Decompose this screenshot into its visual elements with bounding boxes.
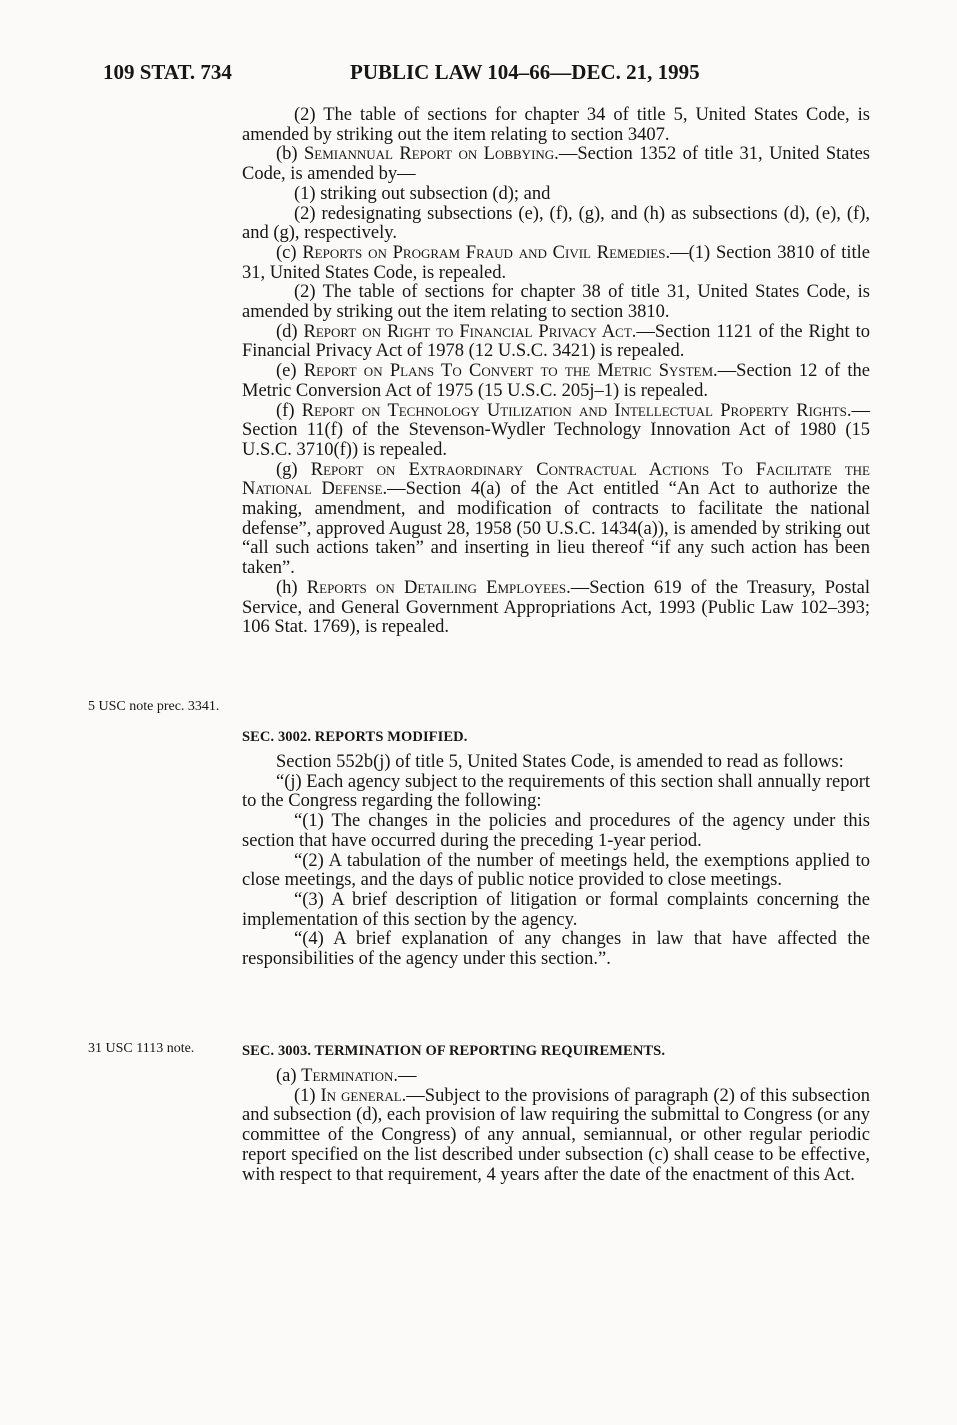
section-3003-paragraph-1-heading: In general. (320, 1085, 407, 1106)
subsection-b-heading: Semiannual Report on Lobbying. (303, 144, 559, 165)
section-3002-item-3: “(3) A brief description of litigation or formal complaints concerning the implementation of this section by the agency. (242, 889, 870, 930)
section-3002-body (242, 753, 870, 970)
subsection-d: (d) Report on Right to Financial Privacy Act.—Section 1121 of the Right to Financial Privacy Act of 1978 (12 U.S.C. 3421) is repealed. (242, 321, 870, 362)
subsection-f-heading: Report on Technology Utilization and Intellectual Property Rights. (301, 400, 852, 421)
section-3002-item-2: “(2) A tabulation of the number of meetings held, the exemptions applied to close meetings, and the days of public notice provided to close meetings. (242, 850, 870, 891)
section-3002-subsection-j: “(j) Each agency subject to the requirements of this section shall annually report to the Congress regarding the following: (242, 771, 870, 812)
section-3002-intro: Section 552b(j) of title 5, United States Code, is amended to read as follows: (276, 752, 844, 772)
paragraph-b2: (2) redesignating subsections (e), (f), (g), and (h) as subsections (d), (e), (f), and (g), respectively. (242, 203, 870, 244)
section-3002-heading: SEC. 3002. REPORTS MODIFIED. (242, 729, 468, 745)
subsection-g-heading: Report on Extraordinary Contractual Actions To Facilitate the National Defense. (242, 459, 870, 500)
section-3003-paragraph-1: (1) In general.—Subject to the provisions of paragraph (2) of this subsection and subsection (d), each provision of law requiring the submittal to Congress (or any committee of the Congress) of any annual, semiannual, or other regular periodic report specified on the list described under subsection (c) shall cease to be effective, with respect to that requirement, 4 years after the date of the enactment of this Act. (242, 1085, 870, 1185)
paragraph-a2: (2) The table of sections for chapter 34 of title 5, United States Code, is amended by striking out the item relating to section 3407. (242, 105, 870, 145)
subsection-h: (h) Reports on Detailing Employees.—Section 619 of the Treasury, Postal Service, and General Government Appropriations Act, 1993 (Public Law 102–393; 106 Stat. 1769), is repealed. (242, 577, 870, 638)
subsection-e-heading: Report on Plans To Convert to the Metric System. (303, 361, 718, 382)
paragraph-b1: (1) striking out subsection (d); and (294, 183, 551, 204)
subsection-e: (e) Report on Plans To Convert to the Metric System.—Section 12 of the Metric Conversion Act of 1975 (15 U.S.C. 205j–1) is repealed. (242, 361, 870, 401)
section-3002-item-4: “(4) A brief explanation of any changes in law that have affected the responsibilities of the agency under this section.”. (242, 929, 870, 970)
law-title-header: PUBLIC LAW 104–66—DEC. 21, 1995 (350, 60, 700, 84)
section-3003-subsection-a-heading: Termination. (301, 1066, 398, 1086)
section-3003-subsection-a: (a) Termination.— (276, 1066, 417, 1086)
section-3001-continuation (242, 106, 870, 638)
subsection-f: (f) Report on Technology Utilization and Intellectual Property Rights.—Section 11(f) of the Stevenson-Wydler Technology Innovation Act of 1980 (15 U.S.C. 3710(f)) is repealed. (242, 400, 870, 460)
subsection-d-heading: Report on Right to Financial Privacy Act. (303, 321, 637, 342)
subsection-b: (b) Semiannual Report on Lobbying.—Section 1352 of title 31, United States Code, is amended by— (242, 144, 871, 185)
section-3003-heading: SEC. 3003. TERMINATION OF REPORTING REQUIREMENTS. (242, 1043, 666, 1059)
section-3003-body (242, 1067, 870, 1185)
margin-note-31-usc-1113: 31 USC 1113 note. (88, 1041, 195, 1056)
stat-page-reference: 109 STAT. 734 (103, 60, 232, 84)
subsection-h-heading: Reports on Detailing Employees. (306, 577, 571, 598)
subsection-g: (g) Report on Extraordinary Contractual Actions To Facilitate the National Defense.—Section 4(a) of the Act entitled “An Act to authorize the making, amendment, and modification of contracts to facilitate the national defense”, approved August 28, 1958 (50 U.S.C. 1434(a)), is amended by striking out “all such actions taken” and inserting in lieu thereof “if any such action has been taken”. (242, 459, 870, 579)
subsection-c-heading: Reports on Program Fraud and Civil Remedies. (302, 242, 671, 263)
subsection-c: (c) Reports on Program Fraud and Civil Remedies.—(1) Section 3810 of title 31, United States Code, is repealed. (242, 242, 870, 283)
section-3002-item-1: “(1) The changes in the policies and procedures of the agency under this section that have occurred during the preceding 1-year period. (242, 811, 870, 851)
margin-note-usc-prec-3341: 5 USC note prec. 3341. (88, 699, 220, 714)
paragraph-c2: (2) The table of sections for chapter 38 of title 31, United States Code, is amended by striking out the item relating to section 3810. (242, 282, 870, 323)
